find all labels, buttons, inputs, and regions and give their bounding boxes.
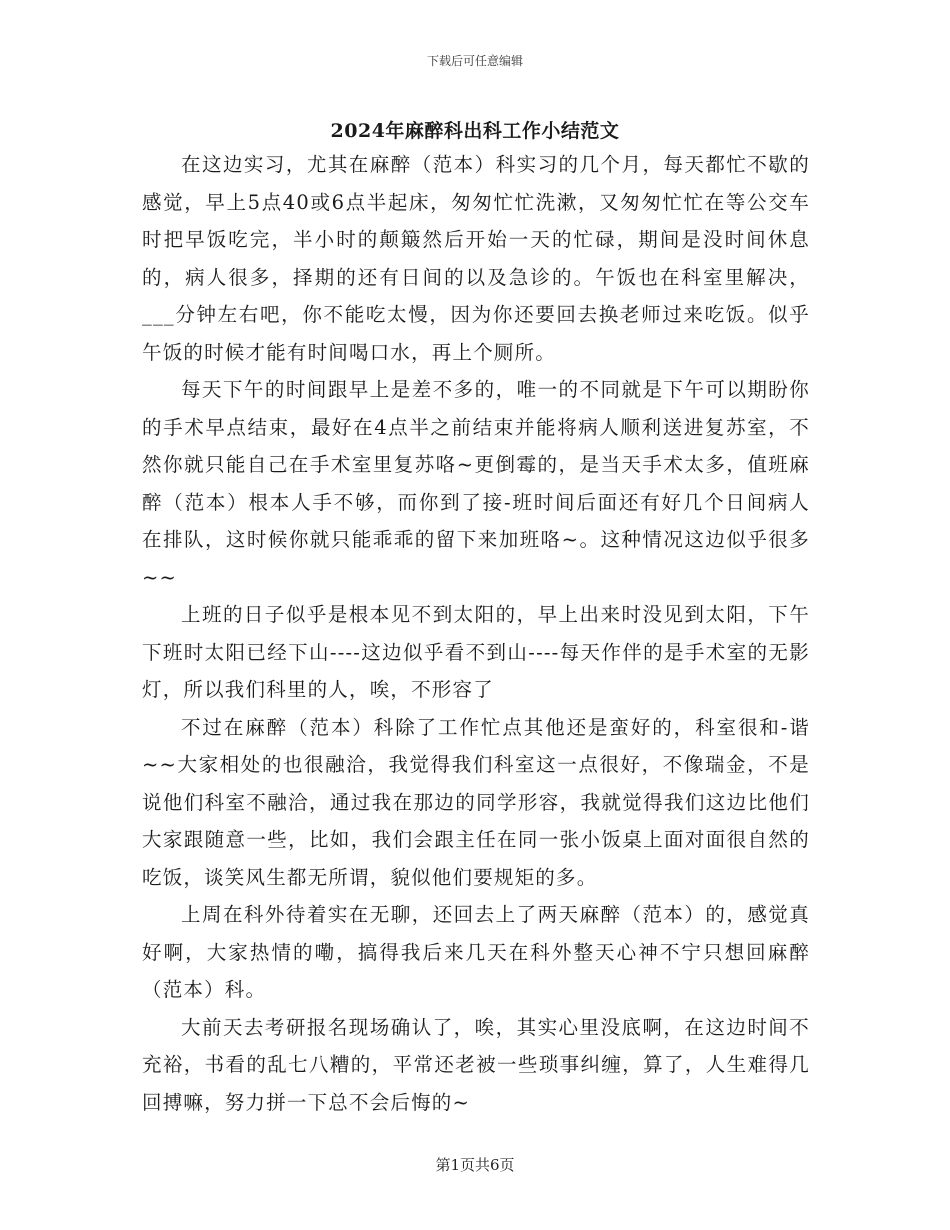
document-body: [142, 146, 810, 1121]
paragraph-6: 大前天去考研报名现场确认了，唉，其实心里没底啊，在这边时间不充裕，书看的乱七八糟的，平常还老被一些琐事纠缠，算了，人生难得几回搏嘛，努力拼一下总不会后悔的~: [142, 1015, 810, 1114]
paragraph-4: 不过在麻醉（范本）科除了工作忙点其他还是蛮好的，科室很和-谐~~大家相处的也很融洽，我觉得我们科室这一点很好，不像瑞金，不是说他们科室不融洽，通过我在那边的同学形容，我就觉得我们这边比他们大家跟随意一些，比如，我们会跟主任在同一张小饭桌上面对面很自然的吃饭，谈笑风生都无所谓，貌似他们要规矩的多。: [142, 715, 810, 889]
page-header-note: 下载后可任意编辑: [426, 54, 523, 68]
paragraph-2: 每天下午的时间跟早上是差不多的，唯一的不同就是下午可以期盼你的手术早点结束，最好在4点半之前结束并能将病人顺利送进复苏室，不然你就只能自己在手术室里复苏咯~更倒霉的，是当天手术太多，值班麻醉（范本）根本人手不够，而你到了接-班时间后面还有好几个日间病人在排队，这时候你就只能乖乖的留下来加班咯~。这种情况这边似乎很多~~: [142, 378, 810, 589]
document-title: 2024年麻醉科出科工作小结范文: [330, 120, 620, 142]
paragraph-5: 上周在科外待着实在无聊，还回去上了两天麻醉（范本）的，感觉真好啊，大家热情的嘞，搞得我后来几天在科外整天心神不宁只想回麻醉（范本）科。: [142, 903, 810, 1001]
page-number-footer: 第1页共6页: [435, 1156, 515, 1174]
paragraph-3: 上班的日子似乎是根本见不到太阳的，早上出来时没见到太阳，下午下班时太阳已经下山----这边似乎看不到山----每天作伴的是手术室的无影灯，所以我们科里的人，唉，不形容了: [142, 603, 810, 701]
paragraph-1: 在这边实习，尤其在麻醉（范本）科实习的几个月，每天都忙不歇的感觉，早上5点40或6点半起床，匆匆忙忙洗漱，又匆匆忙忙在等公交车时把早饭吃完，半小时的颠簸然后开始一天的忙碌，期间是没时间休息的，病人很多，择期的还有日间的以及急诊的。午饭也在科室里解决，___分钟左右吧，你不能吃太慢，因为你还要回去换老师过来吃饭。似乎午饭的时候才能有时间喝口水，再上个厕所。: [142, 153, 810, 364]
